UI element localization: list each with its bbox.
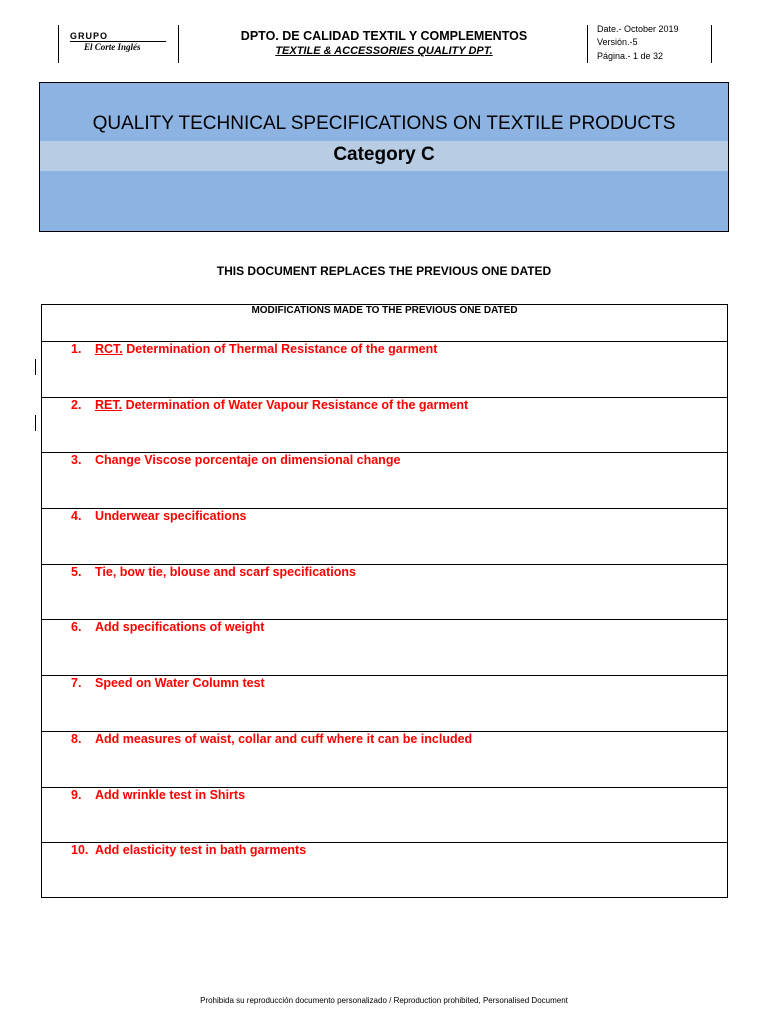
- modification-item: [42, 565, 727, 621]
- item-number: 3.: [71, 453, 82, 468]
- item-text: Speed on Water Column test: [95, 676, 265, 691]
- header-divider-left: [58, 25, 59, 63]
- modification-item: [42, 509, 727, 565]
- change-bar: [35, 415, 36, 431]
- document-version: Versión.-5: [597, 37, 638, 47]
- item-text: Underwear specifications: [95, 509, 247, 524]
- header-divider-meta: [587, 25, 588, 63]
- item-text: Tie, bow tie, blouse and scarf specifications: [95, 564, 356, 579]
- department-subtitle: TEXTILE & ACCESSORIES QUALITY DPT.: [275, 45, 493, 57]
- item-number: 10.: [71, 843, 89, 858]
- item-number: 9.: [71, 787, 82, 802]
- document-date: Date.- October 2019: [597, 24, 679, 34]
- modification-item: [42, 453, 727, 509]
- modification-item: [42, 398, 727, 454]
- item-number: 8.: [71, 731, 82, 746]
- page-number: Página.- 1 de 32: [597, 51, 664, 61]
- modification-item: [42, 843, 727, 899]
- category-title: Category C: [333, 144, 435, 165]
- item-abbreviation: RET.: [95, 397, 123, 412]
- document-title: QUALITY TECHNICAL SPECIFICATIONS ON TEXTILE PRODUCTS: [92, 113, 676, 134]
- item-number: 2.: [71, 397, 82, 412]
- modification-item: [42, 342, 727, 398]
- modifications-table: [41, 304, 728, 898]
- item-number: 1.: [71, 342, 82, 356]
- item-text: Add specifications of weight: [95, 620, 265, 635]
- modification-item: [42, 788, 727, 844]
- item-number: 5.: [71, 564, 82, 579]
- department-title: DPTO. DE CALIDAD TEXTIL Y COMPLEMENTOS: [240, 29, 528, 43]
- item-text: Determination of Water Vapour Resistance of the garment: [122, 397, 469, 412]
- item-text: Add elasticity test in bath garments: [95, 843, 307, 858]
- logo-group-text: GRUPO: [70, 31, 109, 41]
- header-divider-right: [711, 25, 712, 63]
- item-number: 6.: [71, 620, 82, 635]
- modifications-heading: MODIFICATIONS MADE TO THE PREVIOUS ONE DATED: [42, 305, 727, 342]
- item-text: Determination of Thermal Resistance of the garment: [122, 342, 438, 356]
- footer-notice: Prohibida su reproducción documento personalizado / Reproduction prohibited, Personalised Document: [200, 996, 568, 1005]
- title-box: [39, 82, 729, 232]
- modification-item: [42, 732, 727, 788]
- item-text: Add measures of waist, collar and cuff where it can be included: [95, 731, 473, 746]
- item-text: Add wrinkle test in Shirts: [95, 787, 246, 802]
- logo-brand-text: El Corte Inglés: [84, 42, 141, 52]
- modification-item: [42, 620, 727, 676]
- item-number: 4.: [71, 509, 82, 524]
- replaces-notice: THIS DOCUMENT REPLACES THE PREVIOUS ONE DATED: [216, 264, 552, 278]
- modification-item: [42, 676, 727, 732]
- item-number: 7.: [71, 676, 82, 691]
- change-bar: [35, 359, 36, 375]
- header-divider-logo: [178, 25, 179, 63]
- company-logo: [70, 31, 170, 55]
- item-text: Change Viscose porcentaje on dimensional change: [95, 453, 401, 468]
- item-abbreviation: RCT.: [95, 342, 123, 356]
